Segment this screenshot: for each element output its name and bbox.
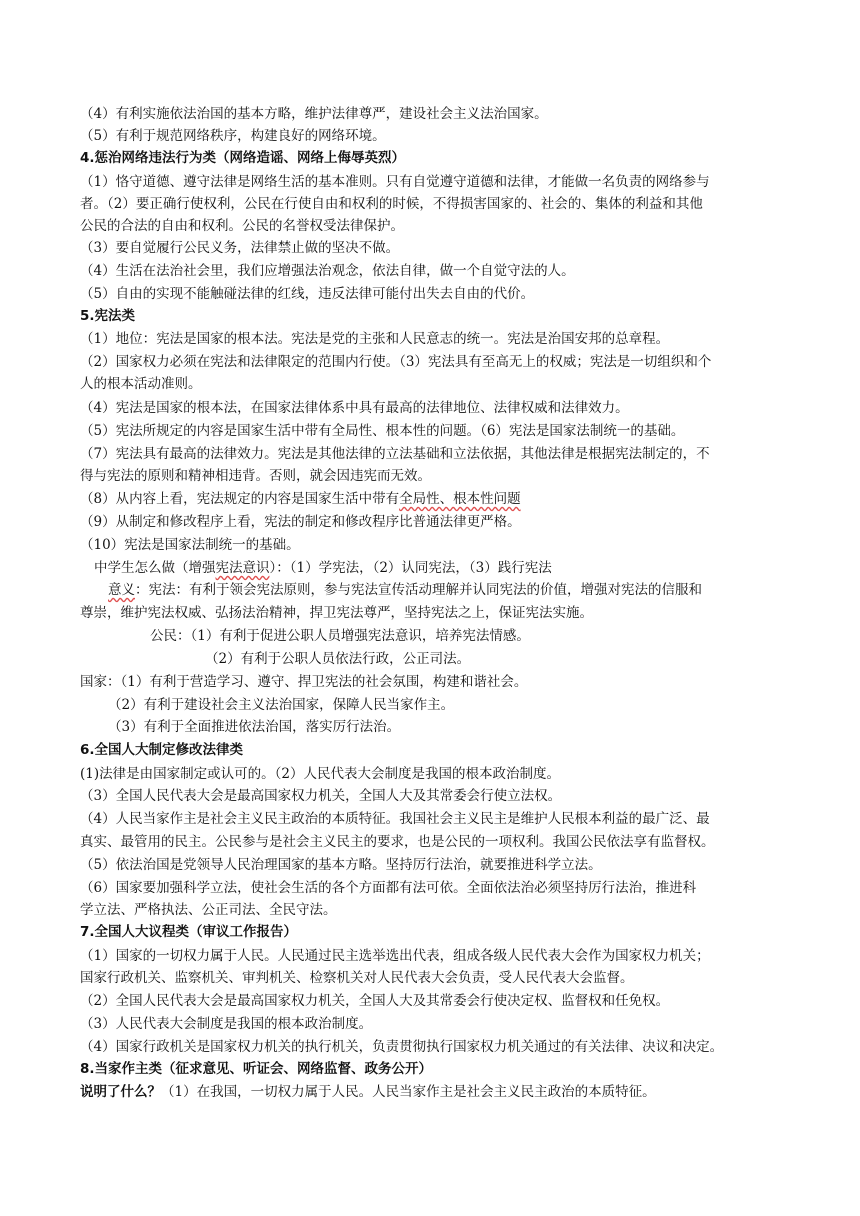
text-line: 尊崇，维护宪法权威、弘扬法治精神，捍卫宪法尊严，坚持宪法之上，保证宪法实施。	[80, 605, 593, 621]
text-line: （4）宪法是国家的根本法，在国家法律体系中具有最高的法律地位、法律权威和法律效力。	[80, 400, 629, 416]
text-line: （3）全国人民代表大会是最高国家权力机关，全国人大及其常委会行使立法权。	[80, 788, 562, 804]
text-line: （5）依法治国是党领导人民治理国家的基本方略。坚持厉行法治，就要推进科学立法。	[80, 857, 602, 873]
text-span: （8）从内容上看，宪法规定的内容是国家生活中带有	[80, 491, 400, 507]
text-line: （1）恪守道德、遵守法律是网络生活的基本准则。只有自觉遵守道德和法律，才能做一名负责的网络参与	[80, 174, 710, 190]
underlined-phrase: 宪法意识	[215, 560, 270, 576]
text-line: （5）宪法所规定的内容是国家生活中带有全局性、根本性的问题。（6）宪法是国家法制统一的基础。	[80, 423, 685, 439]
text-line: 公民：（1）有利于促进公职人员增强宪法意识，培养宪法情感。	[150, 628, 530, 644]
text-line: 国家行政机关、监察机关、审判机关、检察机关对人民代表大会负责，受人民代表大会监督。	[80, 970, 634, 986]
text-line: （2）有利于公职人员依法行政，公正司法。	[205, 651, 471, 667]
text-line	[94, 558, 552, 578]
underlined-phrase: 意义	[108, 582, 135, 598]
text-line	[80, 1082, 656, 1102]
section-heading-8: 8.当家作主类（征求意见、听证会、网络监督、政务公开）	[80, 1061, 433, 1077]
text-line: （3）有利于全面推进依法治国，落实厉行法治。	[108, 719, 401, 735]
text-line: 者。（2）要正确行使权利，公民在行使自由和权利的时候，不得损害国家的、社会的、集体的利益和其他	[80, 196, 703, 212]
text-line: （6）国家要加强科学立法，使社会生活的各个方面都有法可依。全面依法治必须坚持厉行法治，推进科	[80, 880, 697, 896]
question-lead: 说明了什么？	[80, 1084, 161, 1100]
text-span: 中学生怎么做（增强	[94, 560, 216, 576]
text-line: (1)法律是由国家制定或认可的。（2）人民代表大会制度是我国的根本政治制度。	[80, 766, 560, 782]
text-line	[80, 489, 521, 509]
text-line: 真实、最管用的民主。公民参与是社会主义民主的要求，也是公民的一项权利。我国公民依法享有监督权。	[80, 834, 715, 850]
text-line: （7）宪法具有最高的法律效力。宪法是其他法律的立法基础和立法依据，其他法律是根据宪法制定的，不	[80, 446, 710, 462]
text-line: （4）国家行政机关是国家权力机关的执行机关，负责贯彻执行国家权力机关通过的有关法律、决议和决定。	[80, 1039, 724, 1055]
text-line: （1）地位：宪法是国家的根本法。宪法是党的主张和人民意志的统一。宪法是治国安邦的总章程。	[80, 331, 670, 347]
text-line: 国家：（1）有利于营造学习、遵守、捍卫宪法的社会氛围，构建和谐社会。	[80, 674, 528, 690]
text-line: 学立法、严格执法、公正司法、全民守法。	[80, 902, 337, 918]
text-line: 得与宪法的原则和精神相违背。否则，就会因违宪而无效。	[80, 468, 431, 484]
text-line	[108, 580, 702, 600]
text-span: （1）在我国，一切权力属于人民。人民当家作主是社会主义民主政治的本质特征。	[161, 1084, 656, 1100]
section-heading-6: 6.全国人大制定修改法律类	[80, 742, 244, 758]
underlined-phrase: 全局性、根本性问题	[399, 491, 521, 507]
section-heading-4: 4.惩治网络违法行为类（网络造谣、网络上侮辱英烈）	[80, 150, 406, 166]
text-line: （10）宪法是国家法制统一的基础。	[80, 537, 300, 553]
text-span: ：宪法：有利于领会宪法原则，参与宪法宣传活动理解并认同宪法的价值，增强对宪法的信服和	[135, 582, 702, 598]
text-line: （3）要自觉履行公民义务，法律禁止做的坚决不做。	[80, 240, 400, 256]
text-line: （4）有利实施依法治国的基本方略，维护法律尊严，建设社会主义法治国家。	[80, 106, 548, 122]
text-line: （4）生活在法治社会里，我们应增强法治观念，依法自律，做一个自觉守法的人。	[80, 263, 575, 279]
text-line: （5）自由的实现不能触碰法律的红线，违反法律可能付出失去自由的代价。	[80, 286, 535, 302]
section-heading-5: 5.宪法类	[80, 308, 136, 324]
text-line: （2）国家权力必须在宪法和法律限定的范围内行使。（3）宪法具有至高无上的权威；宪法是一切组织和个	[80, 354, 712, 370]
text-span: ）：（1）学宪法，（2）认同宪法，（3）践行宪法	[269, 560, 552, 576]
text-line: 公民的合法的自由和权利。公民的名誉权受法律保护。	[80, 218, 404, 234]
section-heading-7: 7.全国人大议程类（审议工作报告）	[80, 924, 298, 940]
text-line: （5）有利于规范网络秩序，构建良好的网络环境。	[80, 128, 386, 144]
text-line: 人的根本活动准则。	[80, 376, 202, 392]
text-line: （4）人民当家作主是社会主义民主政治的本质特征。我国社会主义民主是维护人民根本利益的最广泛、最	[80, 811, 710, 827]
text-line: （2）有利于建设社会主义法治国家，保障人民当家作主。	[108, 697, 455, 713]
text-line: （1）国家的一切权力属于人民。人民通过民主选举选出代表，组成各级人民代表大会作为国家权力机关；	[80, 948, 710, 964]
text-line: （2）全国人民代表大会是最高国家权力机关，全国人大及其常委会行使决定权、监督权和任免权。	[80, 993, 670, 1009]
text-line: （3）人民代表大会制度是我国的根本政治制度。	[80, 1016, 373, 1032]
text-line: （9）从制定和修改程序上看，宪法的制定和修改程序比普通法律更严格。	[80, 514, 521, 530]
